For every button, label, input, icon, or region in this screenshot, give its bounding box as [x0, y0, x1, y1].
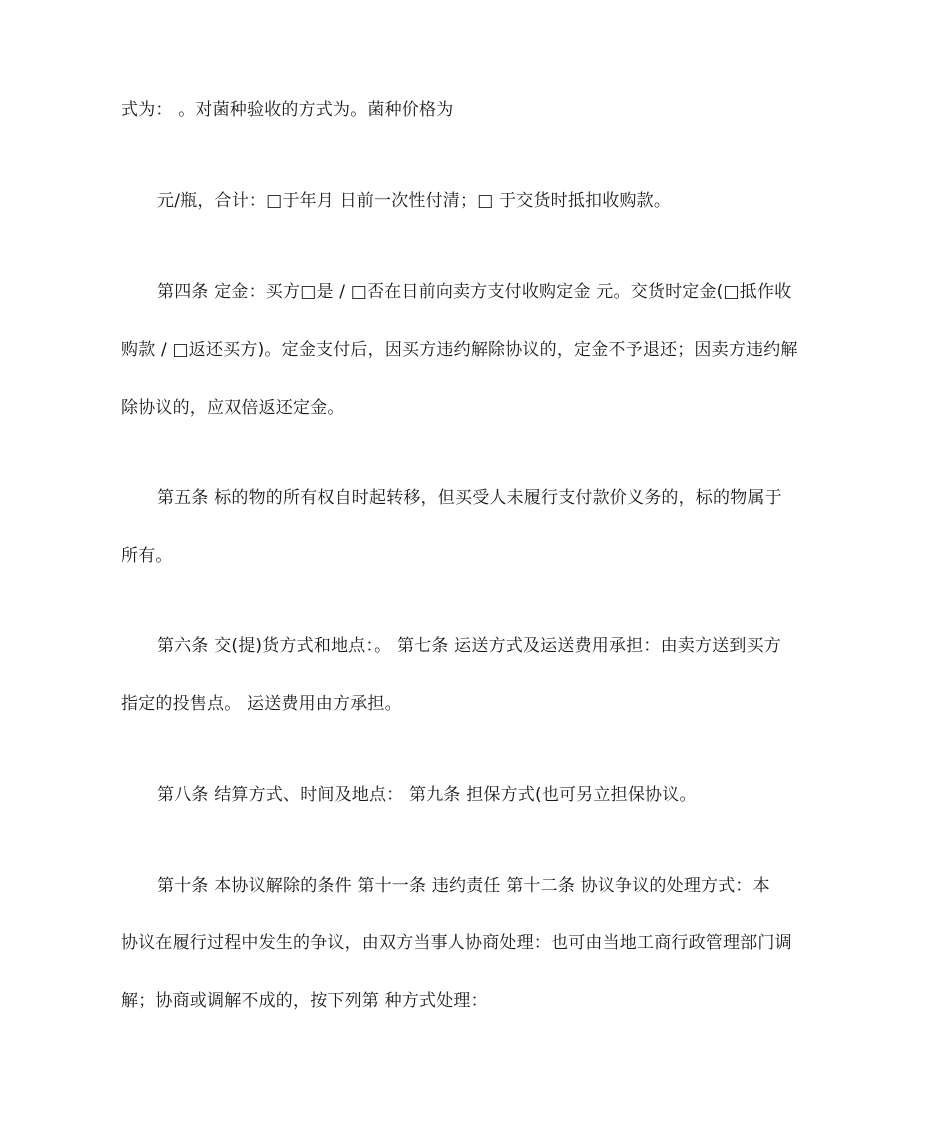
text-line-10: 第八条 结算方式、时间及地点： 第九条 担保方式(也可另立担保协议。: [157, 785, 697, 805]
text-line-4: 购款 / □返还买方)。定金支付后，因买方违约解除协议的，定金不予退还；因卖方违约解: [121, 340, 798, 360]
text-line-6: 第五条 标的物的所有权自时起转移，但买受人未履行支付款价义务的，标的物属于: [157, 488, 782, 508]
text-line-5: 除协议的，应双倍返还定金。: [121, 398, 345, 418]
text-line-7: 所有。: [121, 546, 173, 566]
text-line-8: 第六条 交(提)货方式和地点：。 第七条 运送方式及运送费用承担：由卖方送到买方: [157, 636, 781, 656]
text-line-13: 解；协商或调解不成的，按下列第 种方式处理：: [121, 991, 488, 1011]
text-line-1: 式为： 。对菌种验收的方式为。菌种价格为: [121, 100, 454, 120]
text-line-9: 指定的投售点。 运送费用由方承担。: [121, 694, 402, 714]
text-line-3: 第四条 定金：买方□是 / □否在日前向卖方支付收购定金 元。交货时定金(□抵作收: [157, 282, 792, 302]
text-line-11: 第十条 本协议解除的条件 第十一条 违约责任 第十二条 协议争议的处理方式：本: [157, 876, 770, 896]
text-line-12: 协议在履行过程中发生的争议，由双方当事人协商处理：也可由当地工商行政管理部门调: [121, 933, 792, 953]
text-line-2: 元/瓶，合计：□于年月 日前一次性付清；□ 于交货时抵扣收购款。: [157, 191, 672, 211]
